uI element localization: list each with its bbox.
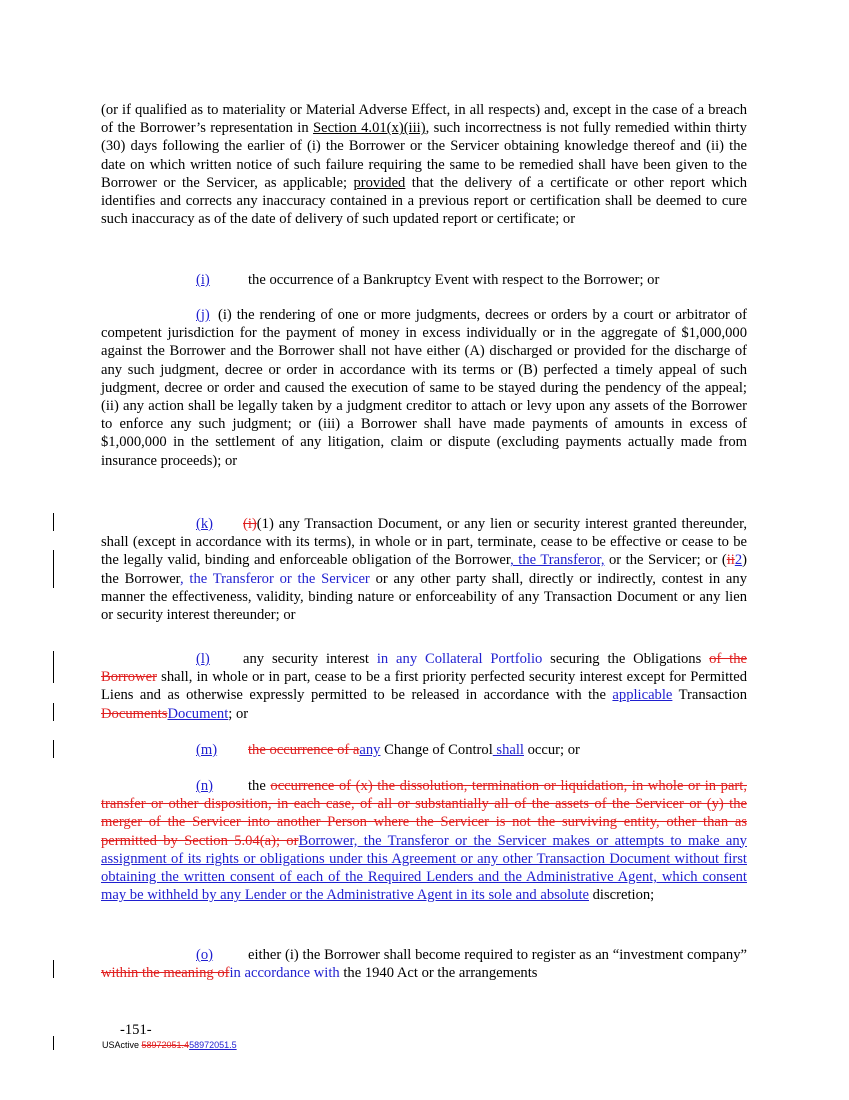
clause-m: (m) the occurrence of aany Change of Control shall occur; or <box>196 742 580 758</box>
inserted-text: in accordance with <box>229 965 340 982</box>
section-reference: Section 4.01(x)(iii) <box>313 120 426 137</box>
inserted-text: , the Transferor or the Servicer <box>179 570 370 587</box>
provided-term: provided <box>353 174 406 191</box>
clause-n: (n) the occurrence of (x) the dissolution, termination or liquidation, in whole or in part, transfer or other disposition, in each case, of all or substantially all of the assets of the Servicer or (y) the merger of the Servicer into another Person where the Servicer is not the surviving entity, other than as permitted by Section 5.04(a); orBorrower, the Transferor or the Servicer makes or attempts to make any assignment of its rights or obligations under this Agreement or any other Transaction Document without first obtaining the written consent of each of the Required Lenders and the Administrative Agent, which consent may be withheld by any Lender or the Administrative Agent in its sole and absolute discretion; <box>101 778 747 904</box>
change-bar-m <box>53 740 54 758</box>
deleted-text: occurrence of (x) the dissolution, termination or liquidation, in whole or in part, transfer or other disposition, in each case, of all or substantially all of the assets of the Servicer or (y) the merger of the Servicer into another Person where the Servicer is not the surviving entity, other than as permitted by Section 5.04(a); or <box>101 778 747 849</box>
deleted-doc-id: 58972051.4 <box>141 1040 190 1050</box>
page-number: -151- <box>120 1022 152 1038</box>
inserted-text: in any Collateral Portfolio <box>368 651 543 667</box>
change-bar-k2 <box>53 550 54 588</box>
change-bar-k <box>53 513 54 531</box>
document-id: USActive 58972051.458972051.5 <box>102 1040 237 1050</box>
clause-label: (l) <box>196 651 210 667</box>
deleted-text: the occurrence of a <box>248 742 360 758</box>
clause-label: (i) <box>196 272 210 288</box>
clause-i: (i) the occurrence of a Bankruptcy Event with respect to the Borrower; or <box>196 272 660 288</box>
change-bar-footer <box>53 1036 54 1050</box>
deleted-text: within the meaning of <box>101 965 230 982</box>
clause-label: (n) <box>196 778 214 794</box>
clause-label: (j) <box>196 307 210 323</box>
clause-k: (k) (i)(1) any Transaction Document, or any lien or security interest granted thereunder, shall (except in accordance with its terms), in whole or in part, terminate, cease to be effective or cease to be the legally valid, binding and enforceable obligation of the Borrower, the Transferor, or the Servicer; or (ii2) the Borrower, the Transferor or the Servicer or any other party shall, directly or indirectly, contest in any manner the effectiveness, validity, binding nature or enforceability of any Transaction Document or any lien or security interest thereunder; or <box>101 516 747 624</box>
paragraph-continuation: (or if qualified as to materiality or Material Adverse Effect, in all respects) and, except in the case of a breach of the Borrower’s representation in Section 4.01(x)(iii), such incorrectness is not fully remedied within thirty (30) days following the earlier of (i) the Borrower or the Servicer obtaining knowledge thereof and (ii) the date on which written notice of such failure requiring the same to be remedied shall have been given to the Borrower or the Servicer, as applicable; provided that the delivery of a certificate or other report which identifies and corrects any inaccuracy contained in a previous report or certification shall be deemed to cure such inaccuracy as of the date of delivery of such updated report or certificate; or <box>101 102 747 228</box>
change-bar-o <box>53 960 54 978</box>
inserted-doc-id: 58972051.5 <box>189 1040 237 1050</box>
deleted-text: (i) <box>243 516 257 532</box>
clause-j: (j) (i) the rendering of one or more judgments, decrees or orders by a court or arbitrator of competent jurisdiction for the payment of money in excess individually or in the aggregate of $1,000,000 against the Borrower and the Borrower shall not have either (A) discharged or provided for the discharge of any such judgment, decree or order in accordance with its terms or (B) perfected a timely appeal of such judgment, decree or order and caused the execution of same to be stayed during the pendency of the appeal; (ii) any action shall be legally taken by a judgment creditor to attach or levy upon any assets of the Borrower to enforce any such judgment; or (iii) a Borrower shall have made payments of amounts in excess of $1,000,000 in the settlement of any litigation, claim or dispute (excluding payments actually made from insurance proceeds); or <box>101 307 747 469</box>
deleted-text: Documents <box>101 705 168 722</box>
clause-label: (m) <box>196 742 218 758</box>
change-bar-l <box>53 651 54 683</box>
inserted-text: Borrower, the Transferor or the Servicer makes or attempts to make any assignment of its rights or obligations under this Agreement or any other Transaction Document without first obtaining the written consent of each of the Required Lenders and the Administrative Agent, which consent may be withheld by any Lender or the Administrative Agent in its sole and absolute <box>101 832 747 904</box>
inserted-text: applicable <box>612 687 673 704</box>
clause-o: (o) either (i) the Borrower shall become required to register as an “investment company” within the meaning ofin accordance with the 1940 Act or the arrangements <box>101 947 747 982</box>
clause-label: (k) <box>196 516 214 532</box>
change-bar-l2 <box>53 703 54 721</box>
inserted-text: shall <box>492 742 524 758</box>
deleted-text: of the Borrower <box>101 651 747 686</box>
clause-label: (o) <box>196 947 214 963</box>
inserted-text: , the Transferor, <box>510 552 605 569</box>
inserted-text: 2 <box>734 552 743 569</box>
inserted-text: any <box>359 742 381 758</box>
clause-l: (l) any security interest in any Collateral Portfolio securing the Obligations of the Borrower shall, in whole or in part, cease to be a first priority perfected security interest except for Permitted Liens and as otherwise expressly permitted to be released in accordance with the applicable Transaction DocumentsDocument; or <box>101 651 747 722</box>
deleted-text: ii <box>726 552 735 569</box>
inserted-text: Document <box>167 705 229 722</box>
